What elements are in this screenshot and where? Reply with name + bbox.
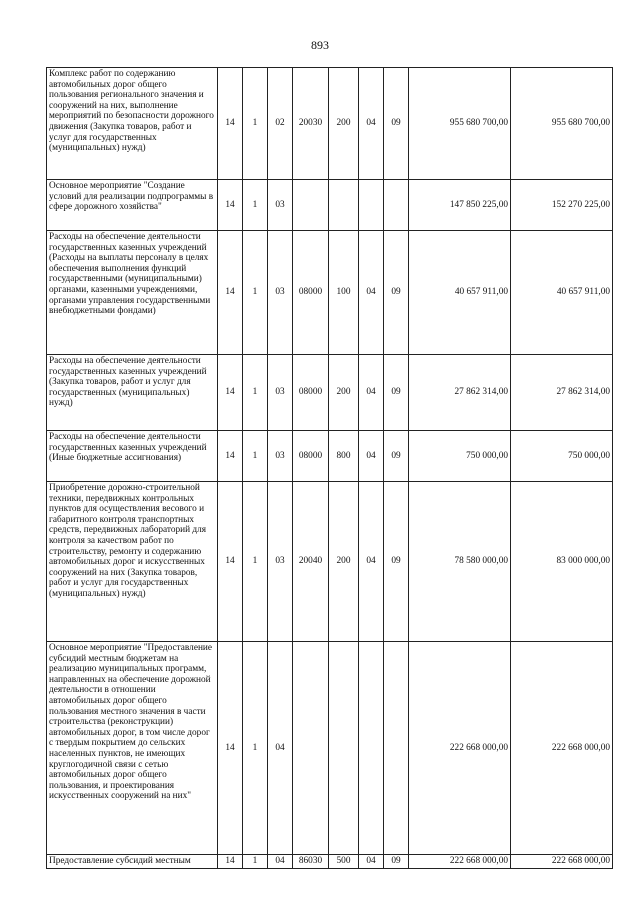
table-row xyxy=(47,180,613,231)
expense-type-code: 200 xyxy=(329,482,359,642)
row-description: Приобретение дорожно-строительной техники, передвижных контрольных пунктов для осуществления весового и габаритного контроля транспортных средств, передвижных лабораторий для контроля за качеством работ по строительству, ремонту и содержанию автомобильных дорог и искусственных сооружений на них (Закупка товаров, работ и услуг для государственных (муниципальных) нужд) xyxy=(47,482,218,642)
subprogram-code: 03 xyxy=(268,431,293,482)
section-code: 04 xyxy=(359,231,384,355)
expense-type-code: 200 xyxy=(329,355,359,431)
subsection-code: 09 xyxy=(384,482,409,642)
subsection-code xyxy=(384,180,409,231)
direction-code: 08000 xyxy=(293,355,329,431)
program-code: 1 xyxy=(243,180,268,231)
amount-year-1: 222 668 000,00 xyxy=(409,642,511,855)
subsection-code: 09 xyxy=(384,231,409,355)
expense-type-code: 100 xyxy=(329,231,359,355)
direction-code: 20040 xyxy=(293,482,329,642)
section-code: 04 xyxy=(359,431,384,482)
program-code: 1 xyxy=(243,355,268,431)
amount-year-2: 40 657 911,00 xyxy=(511,231,613,355)
section-code xyxy=(359,180,384,231)
expense-type-code: 500 xyxy=(329,855,359,869)
direction-code xyxy=(293,180,329,231)
amount-year-1: 147 850 225,00 xyxy=(409,180,511,231)
amount-year-1: 78 580 000,00 xyxy=(409,482,511,642)
table-row xyxy=(47,431,613,482)
subprogram-code: 02 xyxy=(268,68,293,180)
direction-code: 20030 xyxy=(293,68,329,180)
direction-code: 86030 xyxy=(293,855,329,869)
subprogram-code: 04 xyxy=(268,642,293,855)
ministry-code: 14 xyxy=(218,231,243,355)
row-description: Расходы на обеспечение деятельности государственных казенных учреждений (Иные бюджетные ассигнования) xyxy=(47,431,218,482)
amount-year-2: 222 668 000,00 xyxy=(511,855,613,869)
amount-year-2: 955 680 700,00 xyxy=(511,68,613,180)
program-code: 1 xyxy=(243,68,268,180)
subsection-code: 09 xyxy=(384,355,409,431)
budget-table xyxy=(46,67,613,869)
subprogram-code: 03 xyxy=(268,180,293,231)
section-code: 04 xyxy=(359,855,384,869)
section-code: 04 xyxy=(359,355,384,431)
ministry-code: 14 xyxy=(218,482,243,642)
direction-code: 08000 xyxy=(293,431,329,482)
direction-code xyxy=(293,642,329,855)
amount-year-1: 40 657 911,00 xyxy=(409,231,511,355)
table-row xyxy=(47,855,613,869)
program-code: 1 xyxy=(243,642,268,855)
subprogram-code: 03 xyxy=(268,355,293,431)
row-description: Комплекс работ по содержанию автомобильных дорог общего пользования регионального значения и сооружений на них, выполнение мероприятий по безопасности дорожного движения (Закупка товаров, работ и услуг для государственных (муниципальных) нужд) xyxy=(47,68,218,180)
amount-year-2: 83 000 000,00 xyxy=(511,482,613,642)
subsection-code: 09 xyxy=(384,855,409,869)
program-code: 1 xyxy=(243,231,268,355)
table-row xyxy=(47,482,613,642)
row-description: Расходы на обеспечение деятельности государственных казенных учреждений (Закупка товаров, работ и услуг для государственных (муниципальных) нужд) xyxy=(47,355,218,431)
direction-code: 08000 xyxy=(293,231,329,355)
table-row xyxy=(47,642,613,855)
subprogram-code: 03 xyxy=(268,231,293,355)
row-description: Расходы на обеспечение деятельности государственных казенных учреждений (Расходы на выплаты персоналу в целях обеспечения выполнения функций государственными (муниципальными) органами, казенными учреждениями, органами управления государственными внебюджетными фондами) xyxy=(47,231,218,355)
ministry-code: 14 xyxy=(218,68,243,180)
amount-year-1: 27 862 314,00 xyxy=(409,355,511,431)
amount-year-2: 222 668 000,00 xyxy=(511,642,613,855)
row-description: Основное мероприятие "Предоставление субсидий местным бюджетам на реализацию муниципальных программ, направленных на обеспечение дорожной деятельности в отношении автомобильных дорог общего пользования местного значения в части строительства (реконструкции) автомобильных дорог, в том числе дорог с твердым покрытием до сельских населенных пунктов, не имеющих круглогодичной связи с сетью автомобильных дорог общего пользования, и проектирования искусственных сооружений на них" xyxy=(47,642,218,855)
program-code: 1 xyxy=(243,855,268,869)
ministry-code: 14 xyxy=(218,855,243,869)
ministry-code: 14 xyxy=(218,642,243,855)
row-description: Предоставление субсидий местным xyxy=(47,855,218,869)
expense-type-code: 800 xyxy=(329,431,359,482)
amount-year-2: 152 270 225,00 xyxy=(511,180,613,231)
expense-type-code: 200 xyxy=(329,68,359,180)
section-code: 04 xyxy=(359,68,384,180)
amount-year-2: 750 000,00 xyxy=(511,431,613,482)
page-number: 893 xyxy=(311,38,329,52)
subprogram-code: 03 xyxy=(268,482,293,642)
row-description: Основное мероприятие "Создание условий для реализации подпрограммы в сфере дорожного хозяйства" xyxy=(47,180,218,231)
ministry-code: 14 xyxy=(218,431,243,482)
table-row xyxy=(47,355,613,431)
expense-type-code xyxy=(329,180,359,231)
amount-year-1: 222 668 000,00 xyxy=(409,855,511,869)
table-body xyxy=(47,68,613,869)
expense-type-code xyxy=(329,642,359,855)
program-code: 1 xyxy=(243,482,268,642)
table-row xyxy=(47,231,613,355)
section-code: 04 xyxy=(359,482,384,642)
section-code xyxy=(359,642,384,855)
ministry-code: 14 xyxy=(218,180,243,231)
ministry-code: 14 xyxy=(218,355,243,431)
subsection-code: 09 xyxy=(384,431,409,482)
amount-year-1: 955 680 700,00 xyxy=(409,68,511,180)
subsection-code xyxy=(384,642,409,855)
amount-year-2: 27 862 314,00 xyxy=(511,355,613,431)
subprogram-code: 04 xyxy=(268,855,293,869)
amount-year-1: 750 000,00 xyxy=(409,431,511,482)
program-code: 1 xyxy=(243,431,268,482)
table-row xyxy=(47,68,613,180)
subsection-code: 09 xyxy=(384,68,409,180)
